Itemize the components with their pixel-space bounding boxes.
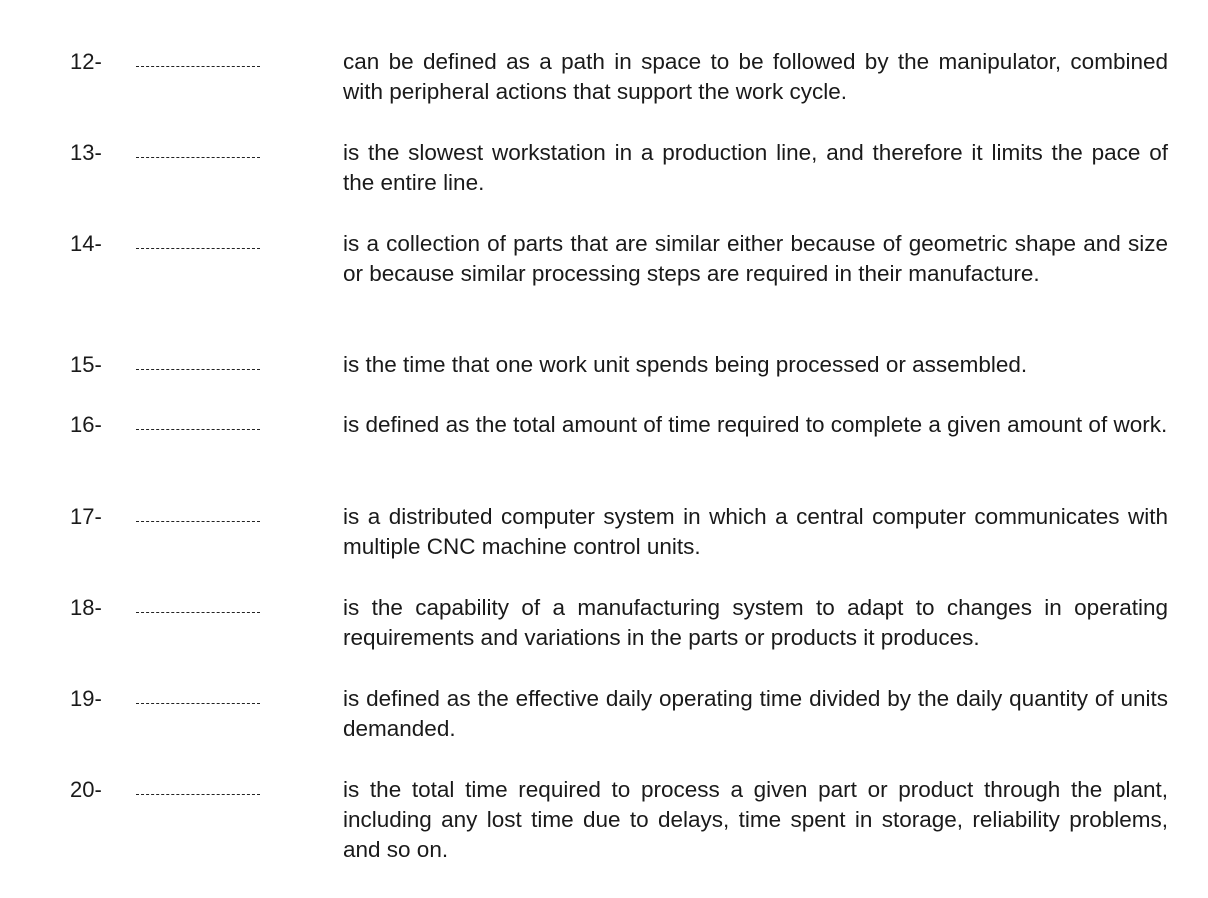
blank-dash-line [136, 369, 260, 370]
question-number: 16- [70, 412, 102, 437]
question-text: is defined as the total amount of time required to complete a given amount of work. [343, 412, 1168, 437]
blank-dash-line [136, 612, 260, 613]
question-text: can be defined as a path in space to be followed by the manipulator, combined with peripheral actions that support the work cycle. [343, 49, 1168, 104]
answer-blank [136, 229, 260, 259]
question-text: is the total time required to process a given part or product through the plant, including any lost time due to delays, time spent in storage, reliability problems, and so on. [343, 777, 1168, 862]
answer-blank [136, 775, 260, 805]
answer-blank [136, 684, 260, 714]
answer-blank [136, 410, 260, 440]
answer-blank [136, 502, 260, 532]
question-text: is a collection of parts that are similar either because of geometric shape and size or because similar processing steps are required in their manufacture. [343, 231, 1168, 286]
question-number: 18- [70, 595, 102, 620]
question-number: 13- [70, 140, 102, 165]
answer-blank [136, 47, 260, 77]
blank-dash-line [136, 794, 260, 795]
question-number: 12- [70, 49, 102, 74]
question-text: is defined as the effective daily operating time divided by the daily quantity of units demanded. [343, 686, 1168, 741]
blank-dash-line [136, 66, 260, 67]
blank-dash-line [136, 429, 260, 430]
question-number: 15- [70, 352, 102, 377]
question-number: 20- [70, 777, 102, 802]
question-number: 17- [70, 504, 102, 529]
answer-blank [136, 350, 260, 380]
blank-dash-line [136, 703, 260, 704]
question-text: is a distributed computer system in which a central computer communicates with multiple CNC machine control units. [343, 504, 1168, 559]
question-text: is the slowest workstation in a production line, and therefore it limits the pace of the entire line. [343, 140, 1168, 195]
blank-dash-line [136, 248, 260, 249]
blank-dash-line [136, 521, 260, 522]
answer-blank [136, 138, 260, 168]
question-number: 19- [70, 686, 102, 711]
blank-dash-line [136, 157, 260, 158]
question-text: is the capability of a manufacturing system to adapt to changes in operating requirements and variations in the parts or products it produces. [343, 595, 1168, 650]
question-number: 14- [70, 231, 102, 256]
answer-blank [136, 593, 260, 623]
question-text: is the time that one work unit spends being processed or assembled. [343, 352, 1028, 377]
